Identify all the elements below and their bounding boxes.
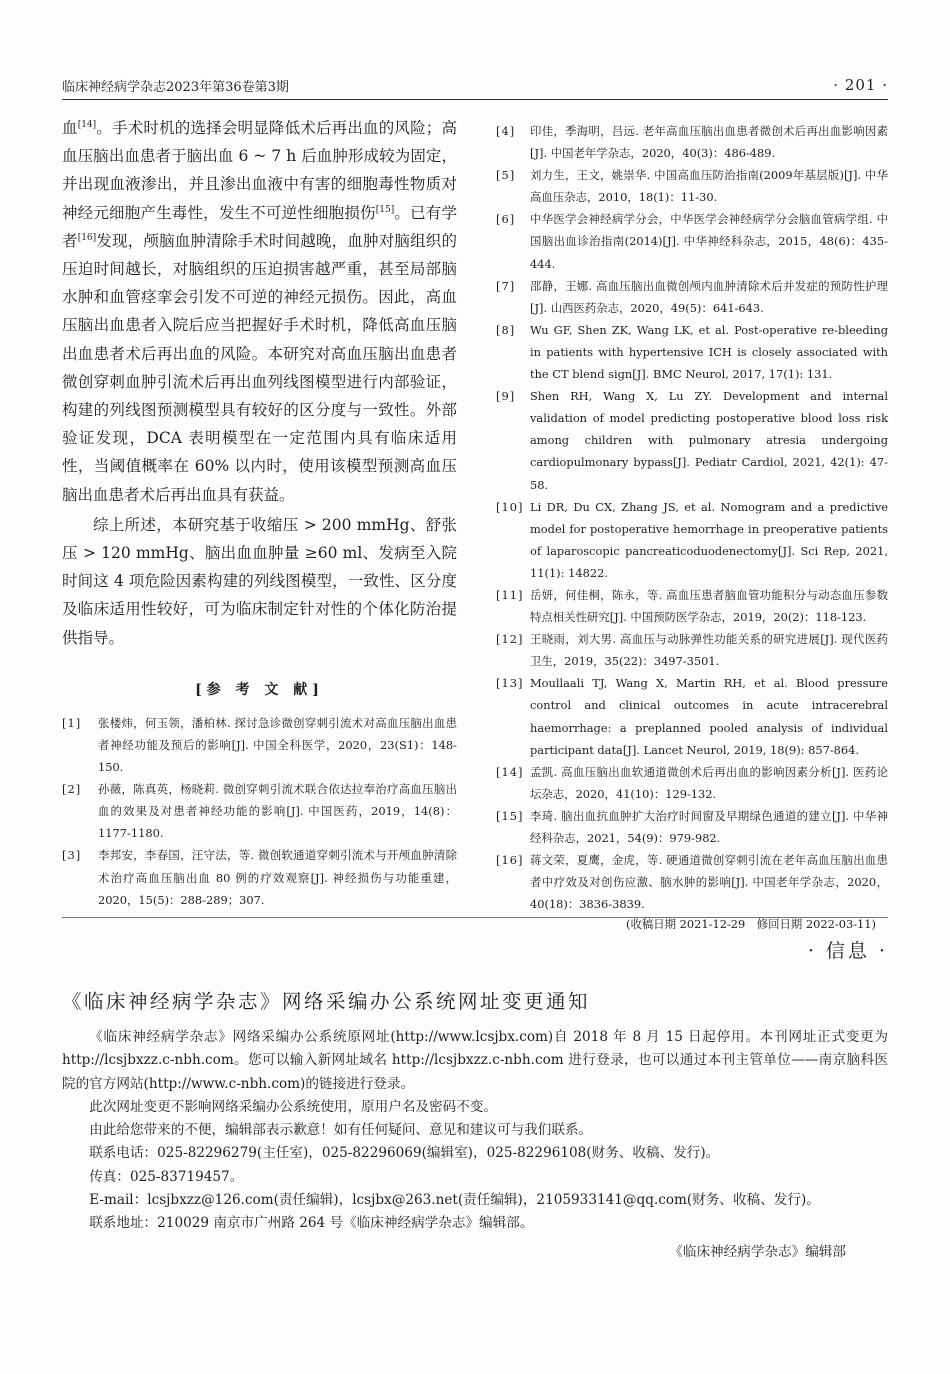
reference-item — [496, 319, 888, 385]
reference-text: 李邦安，李春国，汪守法，等. 微创软通道穿刺引流术与开颅血肿清除术治疗高血压脑出血 80 例的疗效观察[J]. 神经损伤与功能重建，2020，15(5)：288-289；307. — [98, 848, 457, 907]
reference-item — [496, 496, 888, 584]
reference-item — [62, 844, 457, 910]
contact-email: E-mail：lcsjbxzz@126.com(责任编辑)，lcsjbx@263.net(责任编辑)，2105933141@qq.com(财务、收稿、发行)。 — [89, 1192, 820, 1209]
reference-number: [5] — [496, 168, 516, 183]
reference-item — [496, 628, 888, 672]
reference-item — [496, 120, 888, 164]
reference-text: 蒋文荣，夏鹰，金虎，等. 硬通道微创穿刺引流在老年高血压脑出血患者中疗效及对创伤应激、脑水肿的影响[J]. 中国老年学杂志，2020，40(18)：3836-3839. — [530, 853, 888, 912]
reference-item — [62, 712, 457, 778]
reference-number: [2] — [62, 782, 82, 797]
reference-number: [4] — [496, 124, 516, 138]
reference-number: [10] — [496, 499, 524, 514]
left-column — [62, 114, 457, 911]
reference-text: 中华医学会神经病学分会，中华医学会神经病学分会脑血管病学组. 中国脑出血诊治指南(2014)[J]. 中华神经科杂志，2015，48(6)：435-444. — [530, 212, 888, 271]
citation: [14] — [77, 119, 97, 130]
contact-fax: 传真：025-83719457。 — [89, 1168, 244, 1185]
reference-list-right — [496, 120, 888, 915]
contact-phone: 联系电话：025-82296279(主任室)，025-82296069(编辑室)，025-82296108(财务、收稿、发行)。 — [89, 1145, 720, 1162]
conclusion-paragraph: 综上所述，本研究基于收缩压 > 200 mmHg、舒张压 > 120 mmHg、脑出血血肿量 ≥60 ml、发病至入院时间这 4 项危险因素构建的列线图模型，一致性、区分度及临床适用性较好，可为临床制定针对性的个体化防治提供指导。 — [62, 515, 457, 647]
reference-text: Moullaali TJ, Wang X, Martin RH, et al. Blood pressure control and clinical outcomes in acute intracerebral haemorrhage: a preplanned pooled analysis of individual participant data[J]. Lancet Neurol, 2019, 18(9): 857-864. — [530, 676, 888, 757]
reference-text: 刘力生，王文，姚崇华. 中国高血压防治指南(2009年基层版)[J]. 中华高血压杂志，2010，18(1)：11-30. — [530, 168, 888, 205]
right-column — [496, 120, 888, 932]
reference-item — [496, 584, 888, 628]
info-section-tag: · 信息 · — [807, 940, 888, 962]
text-run: 血 — [62, 119, 78, 137]
notice-body — [62, 1026, 888, 1236]
reference-number: [15] — [496, 808, 524, 823]
reference-item — [496, 672, 888, 760]
reference-text: 王晓雨，刘大男. 高血压与动脉弹性功能关系的研究进展[J]. 现代医药卫生，2019，35(22)：3497-3501. — [530, 632, 888, 669]
reference-item — [496, 385, 888, 495]
reference-number: [7] — [496, 278, 516, 293]
reference-number: [1] — [62, 715, 82, 730]
citation: [16] — [77, 232, 97, 243]
reference-text: 孙薇，陈真英，杨晓莉. 微创穿刺引流术联合依达拉奉治疗高血压脑出血的效果及对患者神经功能的影响[J]. 中国医药，2019，14(8)：1177-1180. — [98, 782, 457, 841]
reference-item — [496, 208, 888, 274]
reference-text: 印佳，季海明，吕远. 老年高血压脑出血患者微创术后再出血影响因素[J]. 中国老年学杂志，2020，40(3)：486-489. — [530, 124, 888, 161]
reference-number: [9] — [496, 389, 516, 404]
text-run: 。手术时机的选择会明显降低术后再出血的风险；高血压脑出血患者于脑出血 6 ~ 7 h 后血肿形成较为固定，并出现血液渗出，并且渗出血液中有害的细胞毒性物质对神经元细胞产生毒性，发生不可逆性细胞损伤 — [62, 119, 457, 222]
reference-text: Li DR, Du CX, Zhang JS, et al. Nomogram and a predictive model for postoperative hemorrhage in preoperative patients of laparoscopic pancreaticoduodenectomy[J]. Sci Rep, 2021, 11(1): 14822. — [530, 499, 888, 580]
references-heading: [参 考 文 献] — [195, 681, 324, 698]
body-paragraph — [62, 114, 457, 509]
reference-number: [3] — [62, 848, 82, 863]
reference-text: Shen RH, Wang X, Lu ZY. Development and internal validation of model predicting postoperative blood loss risk among children with pulmonary atresia undergoing cardiopulmonary bypass[J]. Pediatr Cardiol, 2021, 42(1): 47-58. — [530, 389, 888, 492]
reference-text: 张楼炜，何玉领，潘柏林. 探讨急诊微创穿刺引流术对高血压脑出血患者神经功能及预后的影响[J]. 中国全科医学，2020，23(S1)：148-150. — [98, 715, 457, 775]
page-header — [0, 0, 950, 110]
reference-list-left — [62, 712, 457, 911]
reference-item — [496, 849, 888, 915]
journal-issue: 临床神经病学杂志2023年第36卷第3期 — [62, 80, 289, 95]
received-revised-dates: (收稿日期 2021-12-29 修回日期 2022-03-11) — [626, 917, 876, 932]
reference-item — [496, 164, 888, 208]
reference-number: [11] — [496, 587, 524, 602]
citation: [15] — [375, 204, 395, 215]
reference-item — [496, 275, 888, 319]
header-rule — [62, 99, 888, 100]
reference-number: [12] — [496, 632, 524, 647]
text-run: 。已有学者 — [62, 203, 457, 250]
reference-number: [13] — [496, 676, 524, 691]
notice-title: 《临床神经病学杂志》网络采编办公系统网址变更通知 — [62, 990, 591, 1013]
notice-paragraph: 由此给您带来的不便，编辑部表示歉意！如有任何疑问、意见和建议可与我们联系。 — [89, 1122, 593, 1139]
reference-item — [496, 761, 888, 805]
notice-paragraph: 《临床神经病学杂志》网络采编办公系统原网址(http://www.lcsjbx.com)自 2018 年 8 月 15 日起停用。本刊网址正式变更为 http://lcsjbxzz.c-nbh.com。您可以输入新网址域名 http://lcsjbxzz.c-nbh.com 进行登录，也可以通过本刊主管单位——南京脑科医院的官方网站(http://www.c-nbh.com)的链接进行登录。 — [62, 1029, 888, 1092]
page-number: · 201 · — [833, 76, 888, 94]
reference-number: [8] — [496, 322, 516, 337]
editorial-signature: 《临床神经病学杂志》编辑部 — [669, 1244, 846, 1260]
contact-address: 联系地址：210029 南京市广州路 264 号《临床神经病学杂志》编辑部。 — [89, 1215, 534, 1232]
text-run: 发现，颅脑血肿清除手术时间越晚，血肿对脑组织的压迫时间越长，对脑组织的压迫损害越严重，甚至局部脑水肿和血管痉挛会引发不可逆的神经元损伤。因此，高血压脑出血患者入院后应当把握好手术时机，降低高血压脑出血患者术后再出血的风险。本研究对高血压脑出血患者微创穿刺血肿引流术后再出血列线图模型进行内部验证，构建的列线图预测模型具有较好的区分度与一致性。外部验证发现，DCA 表明模型在一定范围内具有临床适用性，当阈值概率在 60% 以内时，使用该模型预测高血压脑出血患者术后再出血具有获益。 — [62, 231, 457, 504]
reference-item — [62, 778, 457, 844]
reference-text: 岳妍，何佳桐，陈永，等. 高血压患者脑血管功能积分与动态血压参数特点相关性研究[J]. 中国预防医学杂志，2019，20(2)：118-123. — [530, 587, 888, 625]
notice-paragraph: 此次网址变更不影响网络采编办公系统使用，原用户名及密码不变。 — [89, 1098, 497, 1115]
reference-text: 李琦. 脑出血抗血肿扩大治疗时间窗及早期绿色通道的建立[J]. 中华神经科杂志，2021，54(9)：979-982. — [530, 808, 888, 845]
section-divider — [62, 917, 888, 918]
reference-text: 孟凯. 高血压脑出血软通道微创术后再出血的影响因素分析[J]. 医药论坛杂志，2020，41(10)：129-132. — [530, 764, 888, 801]
reference-text: Wu GF, Shen ZK, Wang LK, et al. Post-operative re-bleeding in patients with hypertensive ICH is closely associated with the CT blend sign[J]. BMC Neurol, 2017, 17(1): 131. — [530, 322, 888, 382]
reference-number: [16] — [496, 853, 524, 868]
reference-number: [14] — [496, 764, 524, 779]
reference-text: 邵静，王娜. 高血压脑出血微创颅内血肿清除术后并发症的预防性护理[J]. 山西医药杂志，2020，49(5)：641-643. — [530, 278, 888, 315]
reference-number: [6] — [496, 212, 516, 227]
reference-item — [496, 805, 888, 849]
